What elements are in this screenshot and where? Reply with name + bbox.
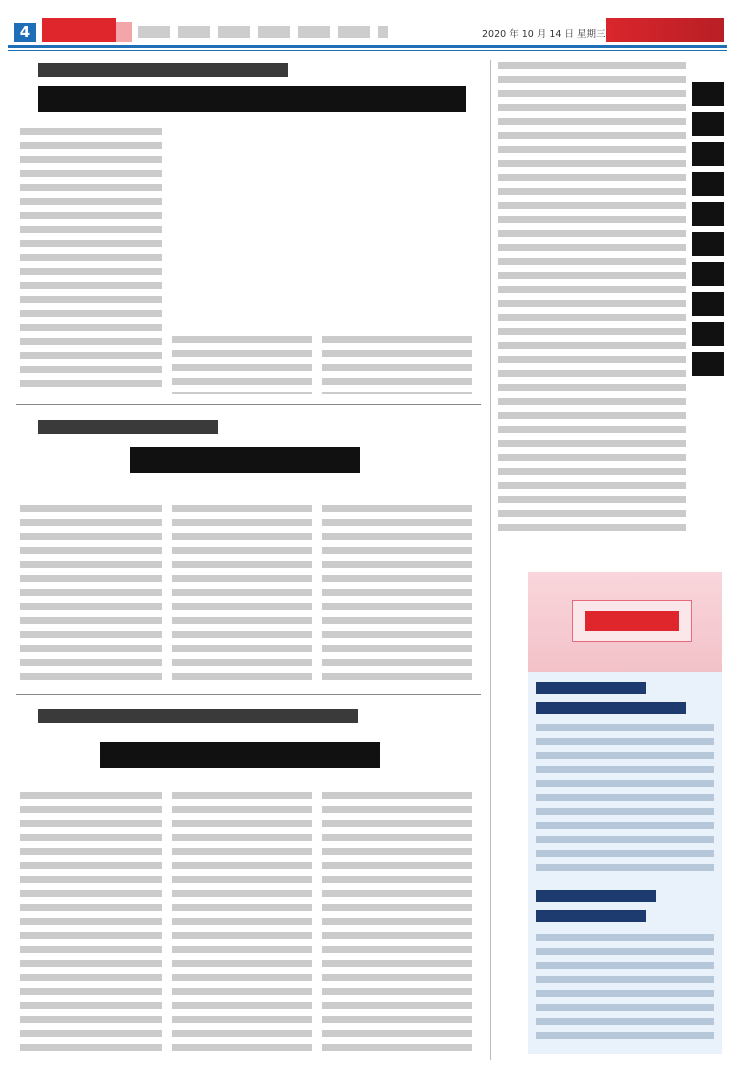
brief-subtitle: [536, 702, 686, 714]
article-kicker: [38, 420, 218, 434]
article-body-column: [20, 792, 162, 1054]
article-divider: [16, 694, 481, 695]
article-body-column: [172, 505, 312, 685]
brief-body: [536, 724, 714, 872]
article-divider: [16, 404, 481, 405]
article-headline: [100, 742, 380, 768]
section-mark: [42, 18, 132, 42]
vertical-headline: [692, 82, 724, 382]
header-rule-thin: [8, 50, 727, 51]
article-body-column: [322, 505, 472, 685]
section-banner: [528, 572, 722, 672]
banner-title: [585, 611, 679, 631]
article-kicker: [38, 709, 358, 723]
article-body-column: [172, 336, 312, 394]
section-ribbon-tail: [116, 22, 132, 42]
brief-body: [536, 934, 714, 1046]
publication-line: 2020 年 10 月 14 日 星期三: [482, 29, 606, 40]
article-headline: [130, 447, 360, 473]
column-divider: [490, 60, 491, 1060]
article-headline: [38, 86, 466, 112]
brief-title: [536, 682, 646, 694]
page-header: [0, 0, 735, 44]
article-body-column: [322, 792, 472, 1054]
section-ribbon: [42, 18, 116, 42]
news-brief-panel: [528, 672, 722, 1054]
header-rule: [8, 45, 727, 48]
brief-title: [536, 890, 656, 902]
page-number: 4: [14, 23, 36, 42]
article-body-column: [322, 336, 472, 394]
brief-subtitle: [536, 910, 646, 922]
article-body-column: [20, 505, 162, 685]
banner-frame: [572, 600, 692, 642]
article-body-column: [20, 128, 162, 394]
article-body-column: [172, 792, 312, 1054]
article-body-column: [498, 62, 686, 532]
article-kicker: [38, 63, 288, 77]
masthead: [606, 18, 724, 42]
editorial-credits: [138, 26, 388, 38]
